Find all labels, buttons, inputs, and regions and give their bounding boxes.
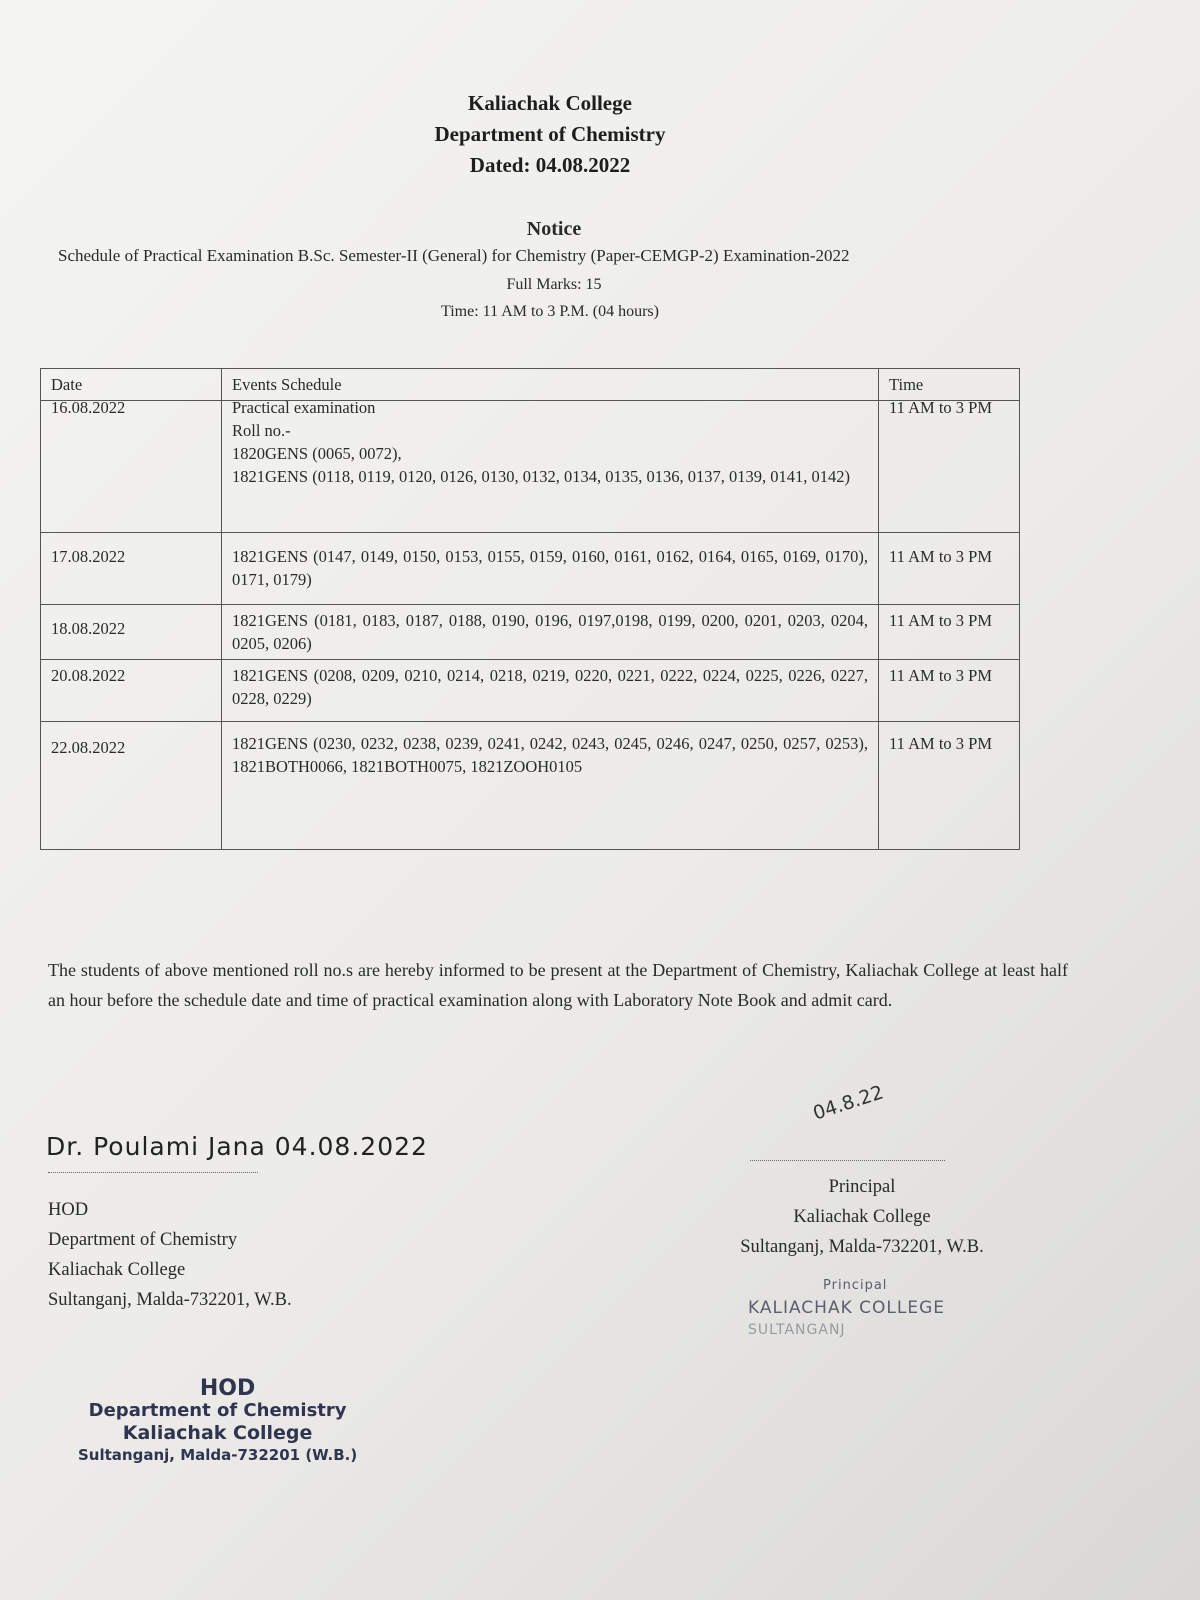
row-date: 20.08.2022 <box>41 659 222 721</box>
hod-stamp <box>78 1378 357 1466</box>
principal-college: Kaliachak College <box>793 1207 931 1227</box>
hod-title: HOD <box>48 1200 89 1220</box>
row-time: 11 AM to 3 PM <box>879 659 1020 721</box>
hod-address: Sultanganj, Malda-732201, W.B. <box>48 1290 292 1310</box>
table-row <box>41 604 1020 659</box>
row-time: 11 AM to 3 PM <box>879 721 1020 849</box>
stamp-line: Kaliachak College <box>122 1422 313 1444</box>
principal-title: Principal <box>828 1177 896 1197</box>
row-time: 11 AM to 3 PM <box>879 532 1020 604</box>
row-date: 22.08.2022 <box>41 721 222 849</box>
hod-signature: Dr. Poulami Jana 04.08.2022 <box>46 1132 428 1161</box>
stamp-line: Department of Chemistry <box>88 1400 347 1421</box>
dated-line: Dated: 04.08.2022 <box>469 153 631 177</box>
row-date: 16.08.2022 <box>41 392 222 532</box>
event-line: Practical examination <box>232 398 376 417</box>
table-row <box>41 532 1020 604</box>
principal-signature: 04.8.22 <box>810 1081 887 1125</box>
stamp-line: SULTANGANJ <box>748 1322 846 1338</box>
hod-department: Department of Chemistry <box>48 1230 238 1250</box>
hod-signature-line <box>48 1172 258 1173</box>
event-line: 1821GENS (0118, 0119, 0120, 0126, 0130, 0132, 0134, 0135, 0136, 0137, 0139, 0141, 0142) <box>232 467 850 486</box>
notice-title: Notice <box>526 218 582 240</box>
instructions-paragraph: The students of above mentioned roll no.s are hereby informed to be present at the Department of Chemistry, Kaliachak College at least half an hour before the schedule date and time of practical examination along with Laboratory Note Book and admit card. <box>48 960 1068 1010</box>
table-row <box>41 392 1020 532</box>
principal-signature-line <box>750 1160 945 1161</box>
row-date: 18.08.2022 <box>41 604 222 659</box>
exam-time: Time: 11 AM to 3 P.M. (04 hours) <box>441 303 659 320</box>
principal-block <box>712 1172 1012 1262</box>
header-time: Time <box>879 369 1020 401</box>
principal-address: Sultanganj, Malda-732201, W.B. <box>740 1237 984 1257</box>
full-marks: Full Marks: 15 <box>506 276 602 293</box>
table-row <box>41 721 1020 849</box>
stamp-line: Principal <box>823 1278 888 1293</box>
table-row <box>41 659 1020 721</box>
event-line: Roll no.- <box>232 421 291 440</box>
header-events: Events Schedule <box>222 369 879 401</box>
notice-subtitle: Schedule of Practical Examination B.Sc. Semester-II (General) for Chemistry (Paper-CEMGP-2) Examination-2022 <box>58 246 850 265</box>
stamp-line: HOD <box>199 1376 256 1401</box>
row-events: 1821GENS (0208, 0209, 0210, 0214, 0218, 0219, 0220, 0221, 0222, 0224, 0225, 0226, 0227, 0228, 0229) <box>222 659 879 721</box>
row-time: 11 AM to 3 PM <box>879 392 1020 532</box>
row-time: 11 AM to 3 PM <box>879 604 1020 659</box>
row-events: 1821GENS (0230, 0232, 0238, 0239, 0241, 0242, 0243, 0245, 0246, 0247, 0250, 0257, 0253), 1821BOTH0066, 1821BOTH0075, 1821ZOOH0105 <box>222 721 879 849</box>
department-name: Department of Chemistry <box>434 122 666 146</box>
row-events: 1821GENS (0147, 0149, 0150, 0153, 0155, 0159, 0160, 0161, 0162, 0164, 0165, 0169, 0170), 0171, 0179) <box>222 532 879 604</box>
document-header <box>0 88 1100 181</box>
stamp-line: Sultanganj, Malda-732201 (W.B.) <box>78 1446 358 1464</box>
stamp-line: KALIACHAK COLLEGE <box>748 1298 945 1318</box>
event-line: 1820GENS (0065, 0072), <box>232 444 402 463</box>
college-name: Kaliachak College <box>468 91 632 115</box>
schedule-body <box>40 392 1020 850</box>
row-date: 17.08.2022 <box>41 532 222 604</box>
row-events <box>222 392 879 532</box>
row-events: 1821GENS (0181, 0183, 0187, 0188, 0190, 0196, 0197,0198, 0199, 0200, 0201, 0203, 0204, 0205, 0206) <box>222 604 879 659</box>
header-date: Date <box>41 369 222 401</box>
principal-stamp <box>748 1275 945 1341</box>
hod-college: Kaliachak College <box>48 1260 186 1280</box>
hod-block <box>48 1195 292 1315</box>
